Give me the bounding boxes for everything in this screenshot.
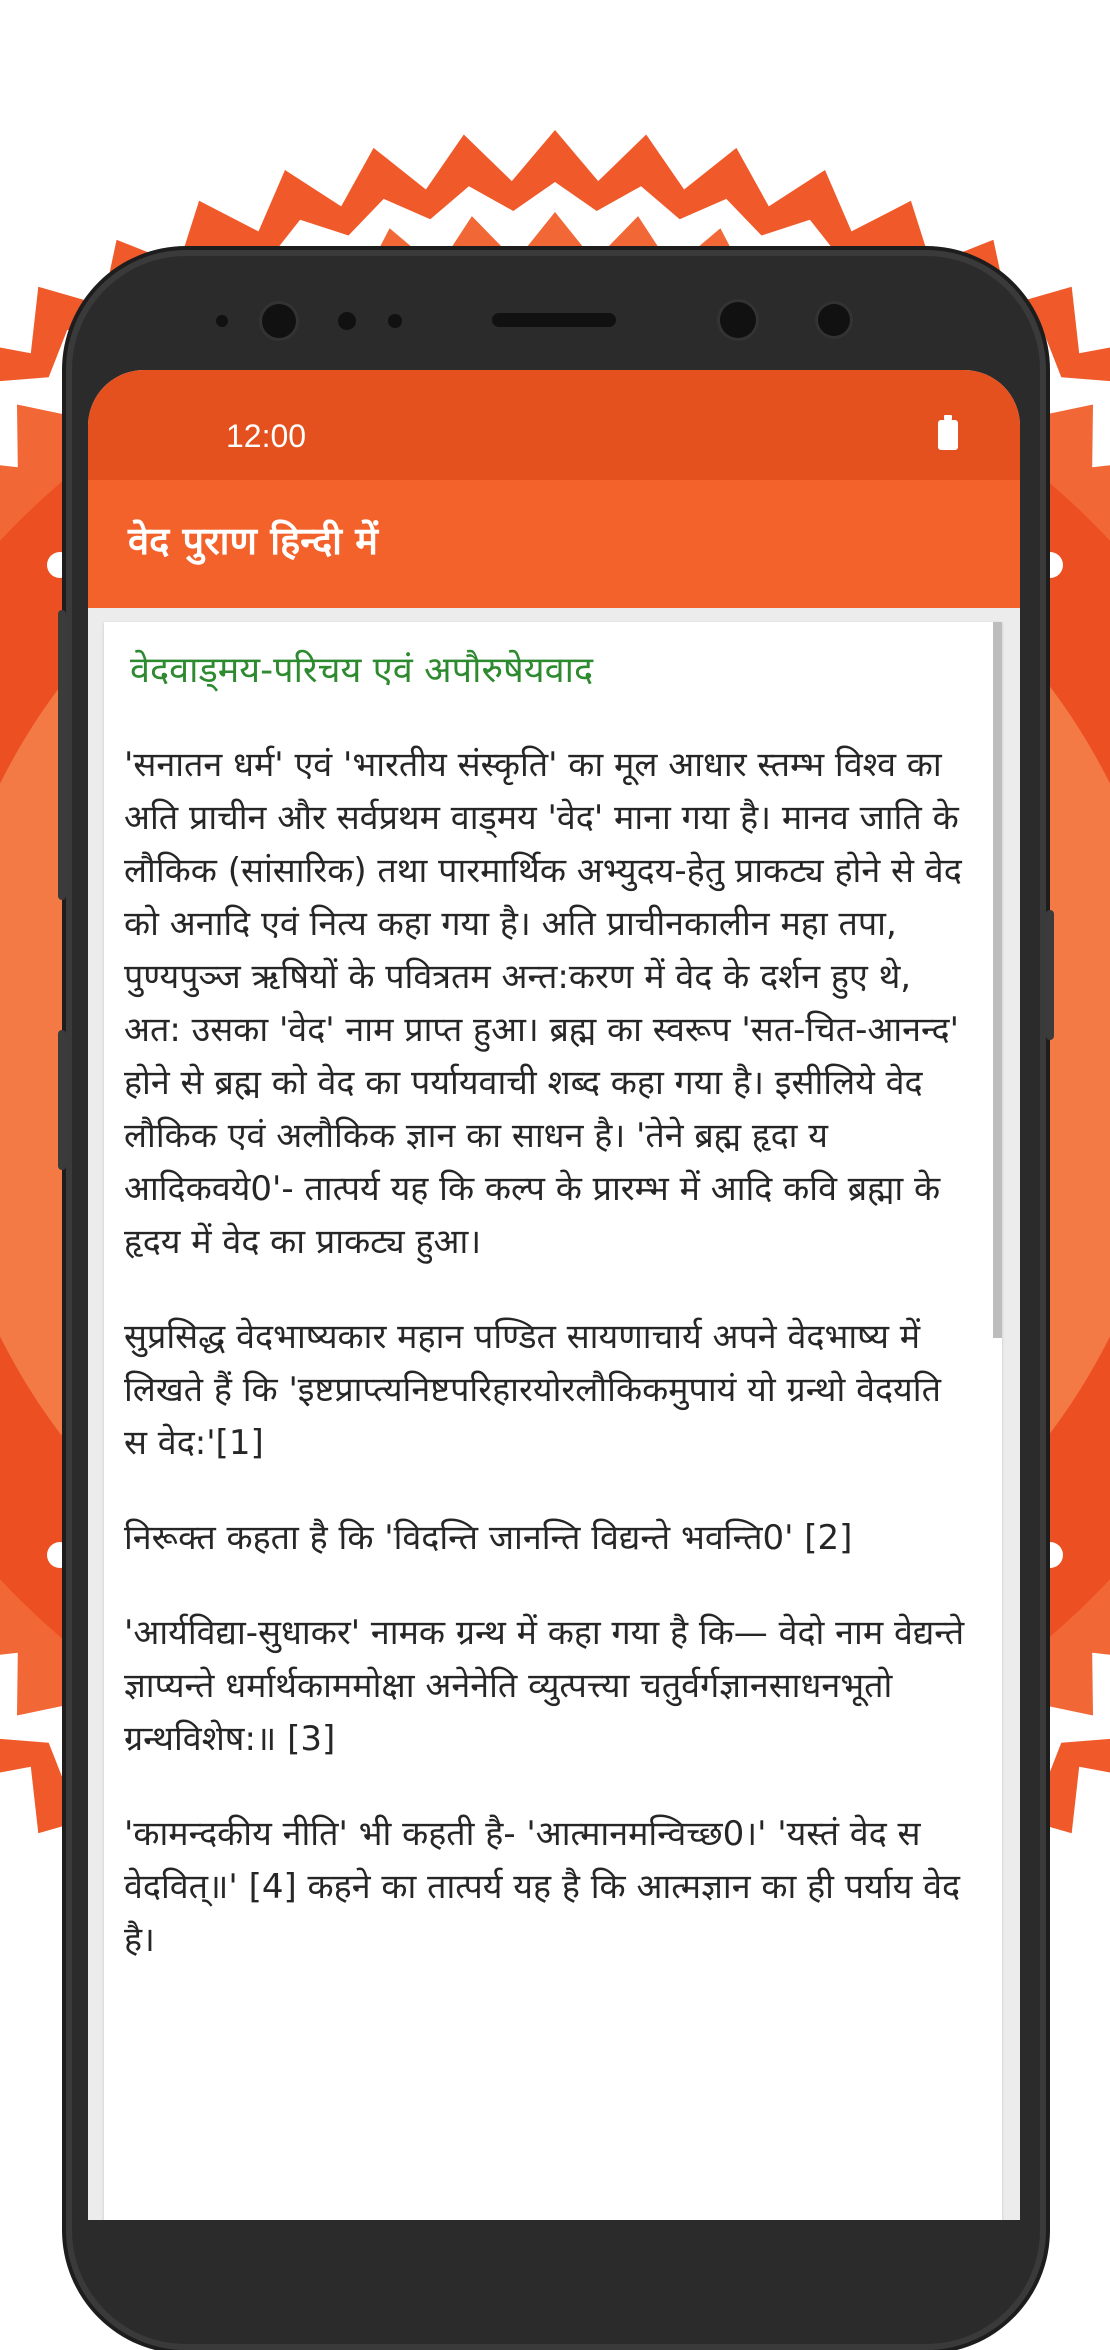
status-time: 12:00	[226, 418, 307, 454]
article-paragraph: सुप्रसिद्ध वेदभाष्यकार महान पण्डित सायणाचार्य अपने वेदभाष्य में लिखते हैं कि 'इष्टप्राप्त्यनिष्टपरिहारयोरलौकिकमुपायं यो ग्रन्थो वेदयति स वेद:'[1]	[124, 1316, 941, 1463]
article-heading: वेदवाड्मय-परिचय एवं अपौरुषेयवाद	[130, 650, 594, 691]
front-camera	[818, 304, 850, 336]
status-bar	[88, 370, 1020, 480]
article-paragraph: 'सनातन धर्म' एवं 'भारतीय संस्कृति' का मूल आधार स्तम्भ विश्व का अति प्राचीन और सर्वप्रथम वाड्मय 'वेद' माना गया है। मानव जाति के लौकिक (सांसारिक) तथा पारमार्थिक अभ्युदय-हेतु प्राकट्य होने से वेद को अनादि एवं नित्य कहा गया है। अति प्राचीनकालीन महा तपा, पुण्यपुञ्ज ऋषियों के पवित्रतम अन्त:करण में वेद के दर्शन हुए थे, अत: उसका 'वेद' नाम प्राप्त हुआ। ब्रह्म का स्वरूप 'सत-चित-आनन्द' होने से ब्रह्म को वेद का पर्यायवाची शब्द कहा गया है। इसीलिये वेद लौकिक एवं अलौकिक ज्ञान का साधन है। 'तेने ब्रह्म हृदा य आदिकवये0'- तात्पर्य यह कि कल्प के प्रारम्भ में आदि कवि ब्रह्मा के हृदय में वेद का प्राकट्य हुआ।	[124, 744, 962, 1262]
earpiece-speaker	[492, 313, 616, 327]
front-camera	[262, 304, 296, 338]
sensor-dot	[216, 315, 228, 327]
front-camera	[720, 302, 756, 338]
phone-side-button	[58, 610, 66, 900]
phone-side-button	[58, 1030, 66, 1170]
app-title: वेद पुराण हिन्दी में	[128, 519, 378, 563]
article-paragraph: 'आर्यविद्या-सुधाकर' नामक ग्रन्थ में कहा गया है कि— वेदो नाम वेद्यन्ते ज्ञाप्यन्ते धर्मार्थकाममोक्षा अनेनेति व्युत्पत्त्या चतुर्वर्गज्ञानसाधनभूतो ग्रन्थविशेष:॥ [3]	[124, 1612, 965, 1759]
scrollbar-thumb[interactable]	[993, 622, 1002, 1338]
sensor-dot	[338, 312, 356, 330]
phone-screen	[88, 370, 1020, 2220]
phone-side-button	[1046, 910, 1054, 1040]
article-card[interactable]	[104, 622, 1002, 2220]
article-paragraph: 'कामन्दकीय नीति' भी कहती है- 'आत्मानमन्विच्छ0।' 'यस्तं वेद स वेदवित्॥' [4] कहने का तात्पर्य यह है कि आत्मज्ञान का ही पर्याय वेद है।	[124, 1813, 961, 1960]
app-bar	[88, 480, 1020, 608]
battery-full-icon	[938, 420, 958, 450]
article-paragraph: निरूक्त कहता है कि 'विदन्ति जानन्ति विद्यन्ते भवन्ति0' [2]	[124, 1517, 853, 1558]
sensor-dot	[388, 314, 402, 328]
article-body	[104, 622, 1002, 1967]
